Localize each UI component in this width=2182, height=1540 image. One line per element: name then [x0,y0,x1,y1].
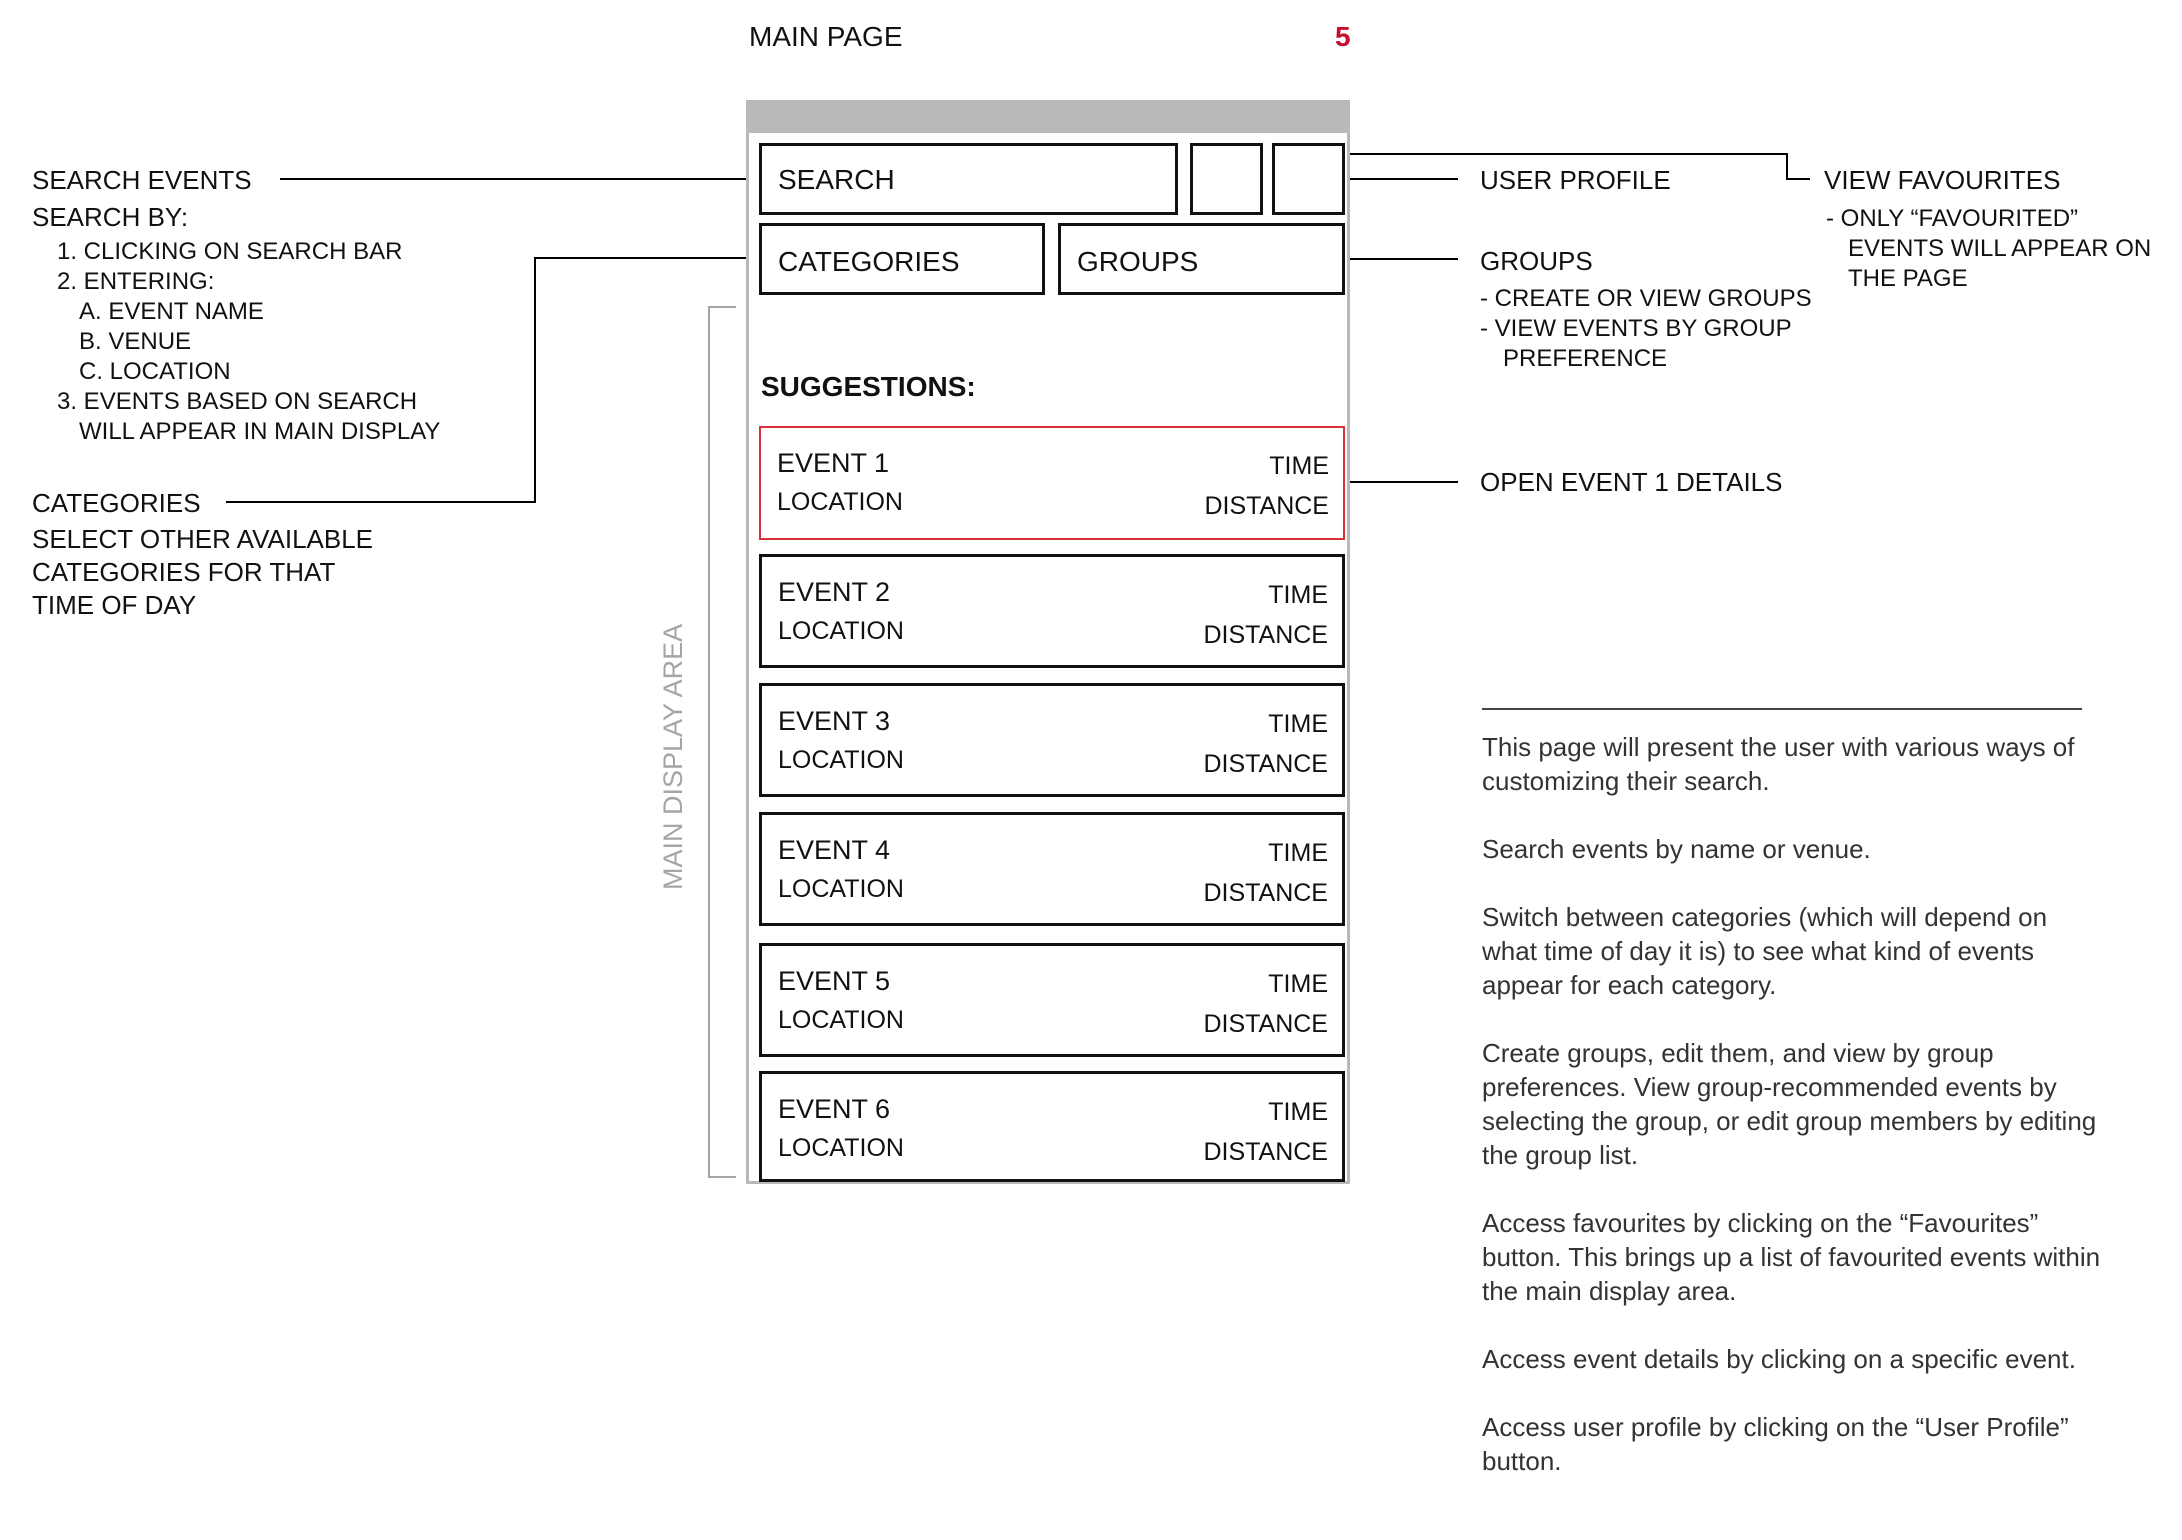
main-display-bracket [708,1176,736,1178]
event-distance: DISTANCE [1203,879,1328,907]
event-name: EVENT 3 [778,706,891,736]
event-time: TIME [1268,970,1328,998]
groups-button-label: GROUPS [1077,246,1199,277]
user-profile-button[interactable] [1190,143,1263,215]
connector-categories [534,257,536,503]
annotation-groups-line: PREFERENCE [1503,345,1668,372]
event-card-2[interactable] [759,554,1345,668]
main-display-bracket [708,306,736,308]
search-bar[interactable] [759,143,1178,215]
description-paragraph: Access user profile by clicking on the “User Profile” button. [1482,1412,2069,1476]
annotation-favourites-line: - ONLY “FAVOURITED” [1826,205,2079,232]
description-paragraph: Switch between categories (which will depend on what time of day it is) to see what kind of events appear for each category. [1482,902,2048,1000]
page-title: MAIN PAGE [749,21,903,52]
annotation-search-subtitle: SEARCH BY: [32,202,189,232]
connector-categories [226,501,536,503]
event-distance: DISTANCE [1204,492,1329,520]
categories-button-label: CATEGORIES [778,246,960,277]
event-distance: DISTANCE [1203,1138,1328,1166]
favourites-button[interactable] [1272,143,1345,215]
annotation-search-item: 2. ENTERING: [57,268,215,295]
event-name: EVENT 6 [778,1094,891,1124]
event-name: EVENT 5 [778,966,891,996]
event-location: LOCATION [777,488,903,516]
event-time: TIME [1268,581,1328,609]
description-paragraph: Access favourites by clicking on the “Favourites” button. This brings up a list of favourited events within the main display area. [1482,1208,2101,1306]
event-location: LOCATION [778,746,904,774]
event-card-4[interactable] [759,812,1345,926]
event-name: EVENT 4 [778,835,891,865]
annotation-favourites-line: THE PAGE [1848,265,1968,292]
annotation-user-profile-title: USER PROFILE [1480,165,1671,195]
annotation-groups-line: - CREATE OR VIEW GROUPS [1480,285,1812,312]
annotation-categories-line: CATEGORIES FOR THAT [32,557,336,587]
phone-wireframe [746,100,1350,1184]
description-paragraph: Search events by name or venue. [1482,834,1871,864]
annotation-search-item: 3. EVENTS BASED ON SEARCH [57,388,418,415]
annotation-categories-line: SELECT OTHER AVAILABLE [32,524,374,554]
groups-button[interactable] [1058,223,1345,295]
connector-favourites [1786,178,1810,180]
annotation-favourites-title: VIEW FAVOURITES [1824,165,2061,195]
event-name: EVENT 2 [778,577,891,607]
event-card-3[interactable] [759,683,1345,797]
description-paragraph: Access event details by clicking on a specific event. [1482,1344,2076,1374]
description-paragraph: This page will present the user with various ways of customizing their search. [1482,732,2075,796]
connector-search [280,178,774,180]
description-paragraph: Create groups, edit them, and view by group preferences. View group-recommended events by selecting the group, or edit group members by editing the group list. [1482,1038,2097,1170]
categories-button[interactable] [759,223,1045,295]
annotation-search-item: 1. CLICKING ON SEARCH BAR [57,238,403,265]
annotation-categories-title: CATEGORIES [32,488,201,518]
event-location: LOCATION [778,1006,904,1034]
event-distance: DISTANCE [1203,1010,1328,1038]
event-card-6[interactable] [759,1071,1345,1182]
annotation-search-title: SEARCH EVENTS [32,165,252,195]
event-distance: DISTANCE [1203,750,1328,778]
connector-categories [534,257,774,259]
event-time: TIME [1268,839,1328,867]
search-bar-label: SEARCH [778,164,895,195]
event-card-1[interactable] [759,426,1345,540]
main-display-area-label: MAIN DISPLAY AREA [658,623,688,890]
event-time: TIME [1268,1098,1328,1126]
annotation-event-details-title: OPEN EVENT 1 DETAILS [1480,467,1783,497]
annotation-favourites-line: EVENTS WILL APPEAR ON [1848,235,2152,262]
annotation-groups-title: GROUPS [1480,246,1593,276]
event-location: LOCATION [778,1134,904,1162]
event-time: TIME [1269,452,1329,480]
event-location: LOCATION [778,617,904,645]
event-distance: DISTANCE [1203,621,1328,649]
connector-favourites [1786,153,1788,179]
description-block [1482,730,2102,1512]
description-divider [1482,708,2082,710]
suggestions-heading: SUGGESTIONS: [761,371,976,402]
phone-status-bar [749,103,1347,133]
annotation-search-item: B. VENUE [79,328,192,355]
event-name: EVENT 1 [777,448,890,478]
page-number: 5 [1335,21,1351,52]
annotation-search-item: C. LOCATION [79,358,231,385]
event-time: TIME [1268,710,1328,738]
annotation-categories-line: TIME OF DAY [32,590,197,620]
annotation-search-item: A. EVENT NAME [79,298,264,325]
annotation-search-item: WILL APPEAR IN MAIN DISPLAY [79,418,441,445]
event-card-5[interactable] [759,943,1345,1057]
main-display-bracket [708,306,710,1178]
event-location: LOCATION [778,875,904,903]
annotation-groups-line: - VIEW EVENTS BY GROUP [1480,315,1792,342]
